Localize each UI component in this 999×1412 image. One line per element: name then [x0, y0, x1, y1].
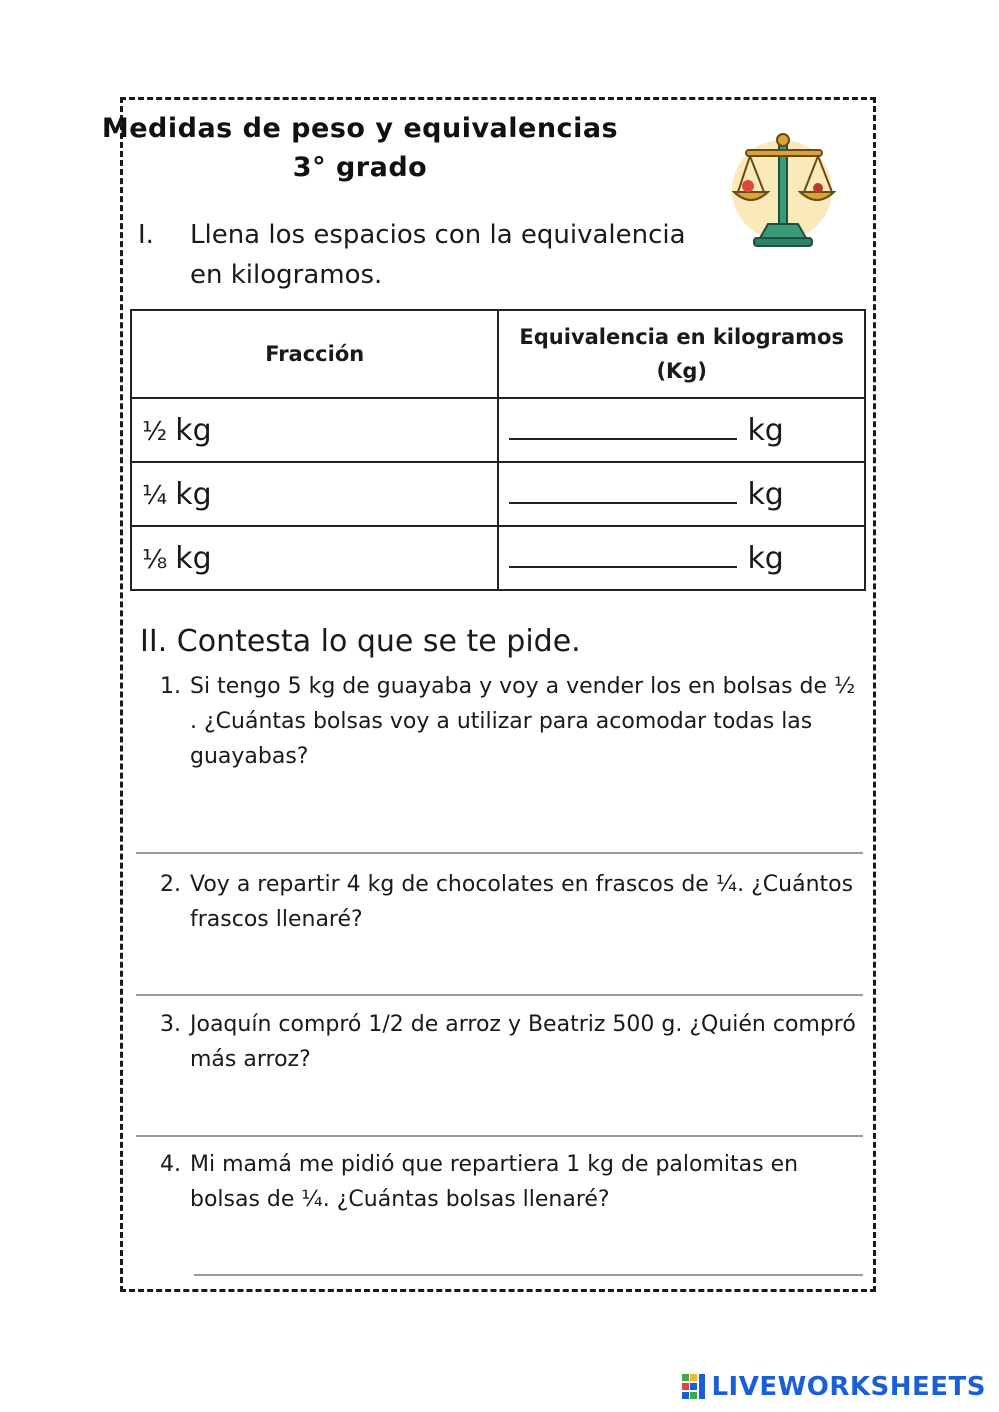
question-text: Si tengo 5 kg de guayaba y voy a vender los en bolsas de ½ . ¿Cuántas bolsas voy a utilizar para acomodar todas las guayabas?: [190, 674, 856, 769]
fraction-value: ⅛: [142, 544, 168, 575]
question-number: 1.: [160, 674, 181, 699]
balance-scale-icon: [724, 120, 846, 250]
answer-blank[interactable]: [509, 542, 737, 568]
question-number: 3.: [160, 1012, 181, 1037]
fraction-value: ½: [142, 416, 168, 447]
answer-cell: [498, 398, 865, 462]
grade-label: 3° grado: [292, 152, 428, 183]
answer-unit: kg: [747, 412, 784, 448]
answer-line-2[interactable]: [136, 994, 863, 996]
answer-line-1[interactable]: [136, 852, 863, 854]
question-text: Joaquín compró 1/2 de arroz y Beatriz 500 g. ¿Quién compró más arroz?: [190, 1012, 856, 1072]
answer-blank[interactable]: [509, 414, 737, 440]
section-1-number: I.: [138, 220, 154, 250]
liveworksheets-logo-icon: [681, 1372, 707, 1402]
table-header-row: [131, 310, 865, 398]
answer-cell: [498, 526, 865, 590]
header-equivalence: Equivalencia en kilogramos (Kg): [498, 310, 865, 398]
answer-line-3[interactable]: [136, 1135, 863, 1137]
table-row: [131, 462, 865, 526]
section-1-text: Llena los espacios con la equivalencia en kilogramos.: [190, 220, 686, 290]
worksheet-title: Medidas de peso y equivalencias: [101, 113, 619, 144]
fraction-value: ¼: [142, 480, 168, 511]
answer-cell: [498, 462, 865, 526]
table-row: [131, 526, 865, 590]
question-text: Voy a repartir 4 kg de chocolates en frascos de ¼. ¿Cuántos frascos llenaré?: [190, 872, 854, 932]
question-text: Mi mamá me pidió que repartiera 1 kg de palomitas en bolsas de ¼. ¿Cuántas bolsas llenaré?: [190, 1152, 799, 1212]
brand-name: LIVEWORKSHEETS: [711, 1372, 986, 1402]
question-number: 2.: [160, 872, 181, 897]
table-row: [131, 398, 865, 462]
section-2-title: II. Contesta lo que se te pide.: [140, 624, 581, 659]
fraction-unit: kg: [175, 540, 212, 576]
answer-blank[interactable]: [509, 478, 737, 504]
liveworksheets-brand: [681, 1370, 986, 1404]
equivalence-table: [130, 309, 866, 591]
fraction-cell: [131, 462, 498, 526]
header-fraction: Fracción: [131, 310, 498, 398]
fraction-cell: [131, 398, 498, 462]
question-number: 4.: [160, 1152, 181, 1177]
answer-unit: kg: [747, 476, 784, 512]
fraction-unit: kg: [175, 412, 212, 448]
fraction-unit: kg: [175, 476, 212, 512]
answer-line-4[interactable]: [194, 1274, 863, 1276]
fraction-cell: [131, 526, 498, 590]
answer-unit: kg: [747, 540, 784, 576]
